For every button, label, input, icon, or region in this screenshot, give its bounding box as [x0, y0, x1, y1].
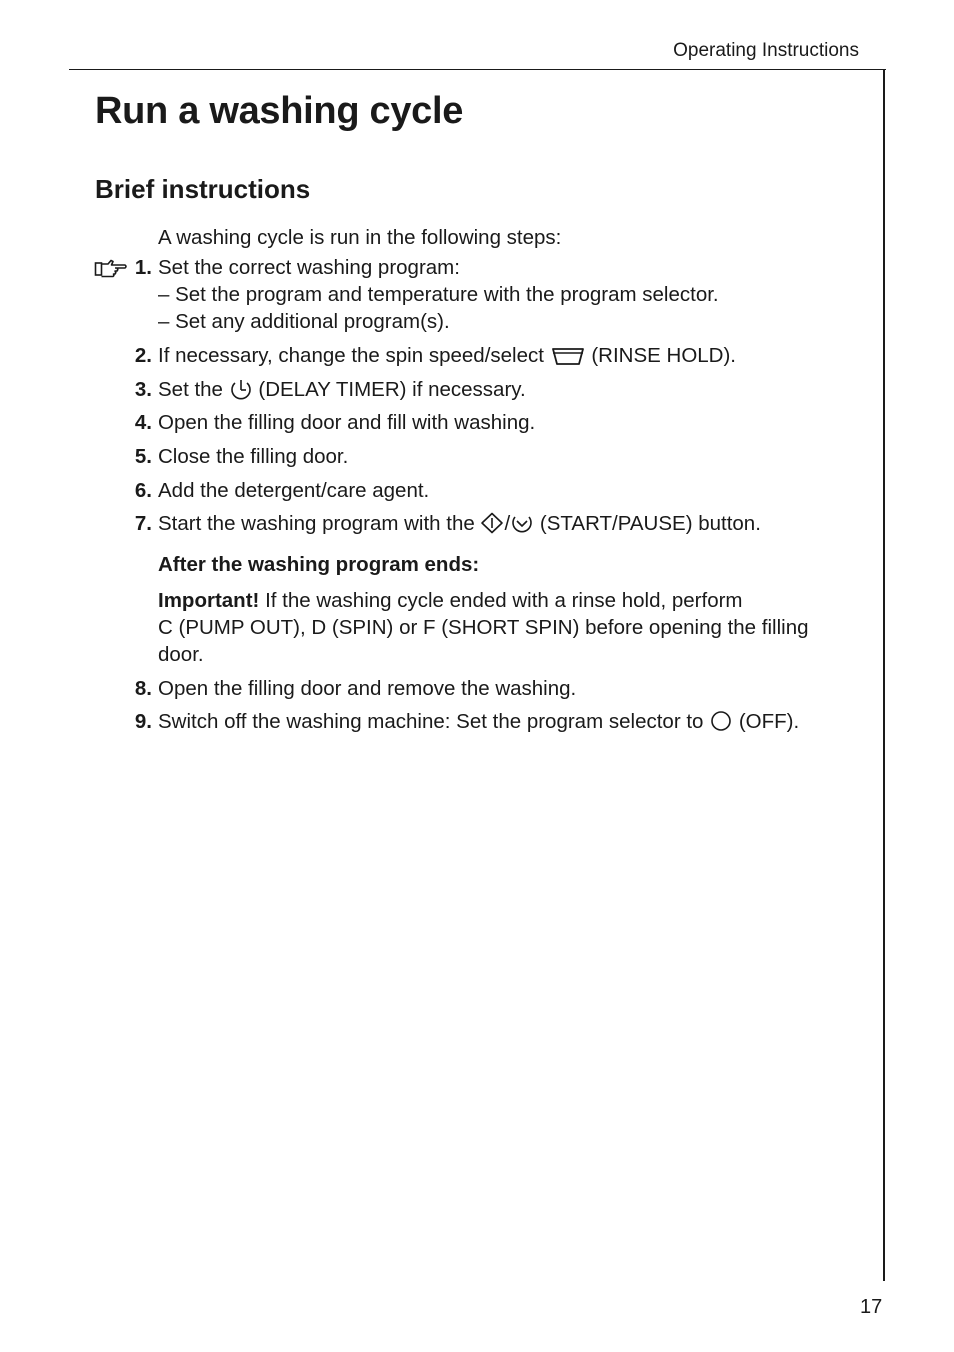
- step-text-part: (RINSE HOLD).: [591, 344, 736, 367]
- step-text: Set the correct washing program:: [158, 256, 460, 279]
- step-text-part: (START/PAUSE) button.: [539, 512, 761, 535]
- step-text-part: Start the washing program with the: [158, 512, 475, 535]
- substep-text: – Set the program and temperature with the program selector.: [158, 283, 719, 306]
- important-text: If the washing cycle ended with a rinse hold, perform: [265, 589, 743, 612]
- step-text-part: If necessary, change the spin speed/select: [158, 344, 544, 367]
- step-text: [158, 510, 761, 537]
- step-number: 8.: [134, 677, 152, 700]
- after-heading: After the washing program ends:: [158, 553, 480, 576]
- important-note: [158, 587, 743, 614]
- step-text: [158, 376, 526, 403]
- running-header: Operating Instructions: [673, 40, 859, 61]
- step-number: 4.: [134, 411, 152, 434]
- intro-text: A washing cycle is run in the following steps:: [158, 226, 562, 249]
- substep-text: – Set any additional program(s).: [158, 310, 450, 333]
- step-text: [158, 708, 799, 735]
- step-number: 7.: [134, 512, 152, 535]
- icon-separator: /: [504, 512, 511, 535]
- pointing-hand-icon: [94, 257, 128, 279]
- important-text: door.: [158, 643, 204, 666]
- delay-timer-icon: [229, 378, 253, 400]
- step-text-part: Switch off the washing machine: Set the program selector to: [158, 710, 704, 733]
- step-text-part: (DELAY TIMER) if necessary.: [258, 378, 526, 401]
- page-title: Run a washing cycle: [95, 90, 464, 132]
- step-text: Add the detergent/care agent.: [158, 479, 430, 502]
- start-icon: [480, 512, 504, 534]
- rinse-hold-icon: [550, 346, 586, 366]
- step-number: 9.: [134, 710, 152, 733]
- pause-icon: [510, 512, 534, 534]
- step-text: [158, 342, 736, 369]
- step-number: 3.: [134, 378, 152, 401]
- off-icon: [709, 710, 733, 732]
- side-rule: [883, 69, 885, 1281]
- step-text-part: Set the: [158, 378, 223, 401]
- step-text: Open the filling door and remove the washing.: [158, 677, 577, 700]
- important-label: Important!: [158, 589, 260, 612]
- important-text: C (PUMP OUT), D (SPIN) or F (SHORT SPIN) before opening the filling: [158, 616, 809, 639]
- step-number: 1.: [134, 256, 152, 279]
- step-number: 2.: [134, 344, 152, 367]
- step-text: Close the filling door.: [158, 445, 349, 468]
- page-number: 17: [860, 1296, 883, 1318]
- step-text: Open the filling door and fill with washing.: [158, 411, 536, 434]
- header-rule: [69, 69, 886, 70]
- step-number: 5.: [134, 445, 152, 468]
- step-number: 6.: [134, 479, 152, 502]
- step-text-part: (OFF).: [738, 710, 800, 733]
- section-title: Brief instructions: [95, 174, 311, 204]
